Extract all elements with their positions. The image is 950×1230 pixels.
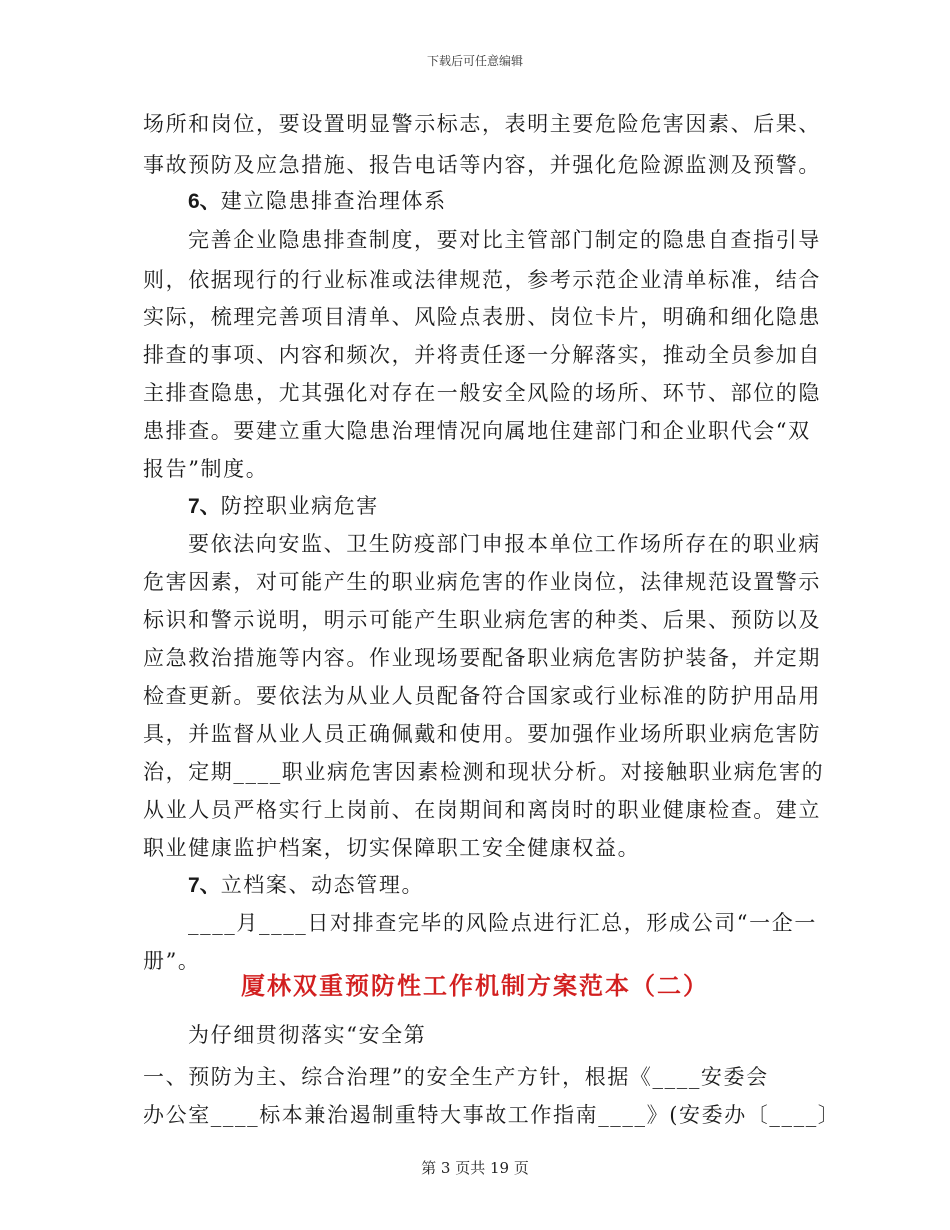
page-number: 第 3 页共 19 页 <box>421 1159 529 1177</box>
body-line: 实际，梳理完善项目清单、风险点表册、岗位卡片，明确和细化隐患 <box>143 305 821 329</box>
body-line: ____月____日对排查完毕的风险点进行汇总，形成公司“一企一 <box>188 911 817 935</box>
body-line: 场所和岗位，要设置明显警示标志，表明主要危险危害因素、后果、 <box>143 112 821 136</box>
section-heading-6 <box>188 187 447 216</box>
body-line: 从业人员严格实行上岗前、在岗期间和离岗时的职业健康检查。建立 <box>143 798 821 822</box>
section-number: 6、 <box>188 190 221 213</box>
body-line: 标识和警示说明，明示可能产生职业病危害的种类、后果、预防以及 <box>143 608 821 632</box>
body-line: 为仔细贯彻落实“安全第 <box>188 1023 427 1047</box>
body-line: 册”。 <box>143 949 201 973</box>
section-heading-text: 防控职业病危害 <box>220 494 379 518</box>
body-line: 办公室____标本兼治遏制重特大事故工作指南____》(安委办〔____〕 <box>143 1103 841 1127</box>
body-line: 危害因素，对可能产生的职业病危害的作业岗位，法律规范设置警示 <box>143 570 821 594</box>
body-line: 主排查隐患，尤其强化对存在一般安全风险的场所、环节、部位的隐 <box>143 381 821 405</box>
section-number: 7、 <box>188 495 221 518</box>
section-title: 厦林双重预防性工作机制方案范本（二） <box>241 972 709 1000</box>
body-line: 患排查。要建立重大隐患治理情况向属地住建部门和企业职代会“双 <box>143 419 811 443</box>
section-heading-text: 建立隐患排查治理体系 <box>220 189 447 213</box>
section-heading-7b <box>188 871 424 900</box>
body-line: 检查更新。要依法为从业人员配备符合国家或行业标准的防护用品用 <box>143 684 821 708</box>
section-heading-text: 立档案、动态管理。 <box>220 873 425 897</box>
section-number: 7、 <box>188 874 221 897</box>
body-line: 具，并监督从业人员正确佩戴和使用。要加强作业场所职业病危害防 <box>143 722 821 746</box>
body-line: 职业健康监护档案，切实保障职工安全健康权益。 <box>143 836 641 860</box>
page-header-note: 下载后可任意编辑 <box>426 54 523 68</box>
body-line: 治，定期____职业病危害因素检测和现状分析。对接触职业病危害的 <box>143 760 825 784</box>
section-heading-7 <box>188 492 379 521</box>
body-line: 要依法向安监、卫生防疫部门申报本单位工作场所存在的职业病 <box>188 532 821 556</box>
body-line: 报告”制度。 <box>143 457 269 481</box>
body-line: 一、预防为主、综合治理”的安全生产方针，根据《____安委会 <box>143 1065 769 1089</box>
body-line: 则，依据现行的行业标准或法律规范，参考示范企业清单标准，结合 <box>143 268 821 292</box>
body-line: 完善企业隐患排查制度，要对比主管部门制定的隐患自查指引导 <box>188 228 821 252</box>
body-line: 排查的事项、内容和频次，并将责任逐一分解落实，推动全员参加自 <box>143 343 821 367</box>
body-line: 应急救治措施等内容。作业现场要配备职业病危害防护装备，并定期 <box>143 646 821 670</box>
body-line: 事故预防及应急措施、报告电话等内容，并强化危险源监测及预警。 <box>143 153 821 177</box>
